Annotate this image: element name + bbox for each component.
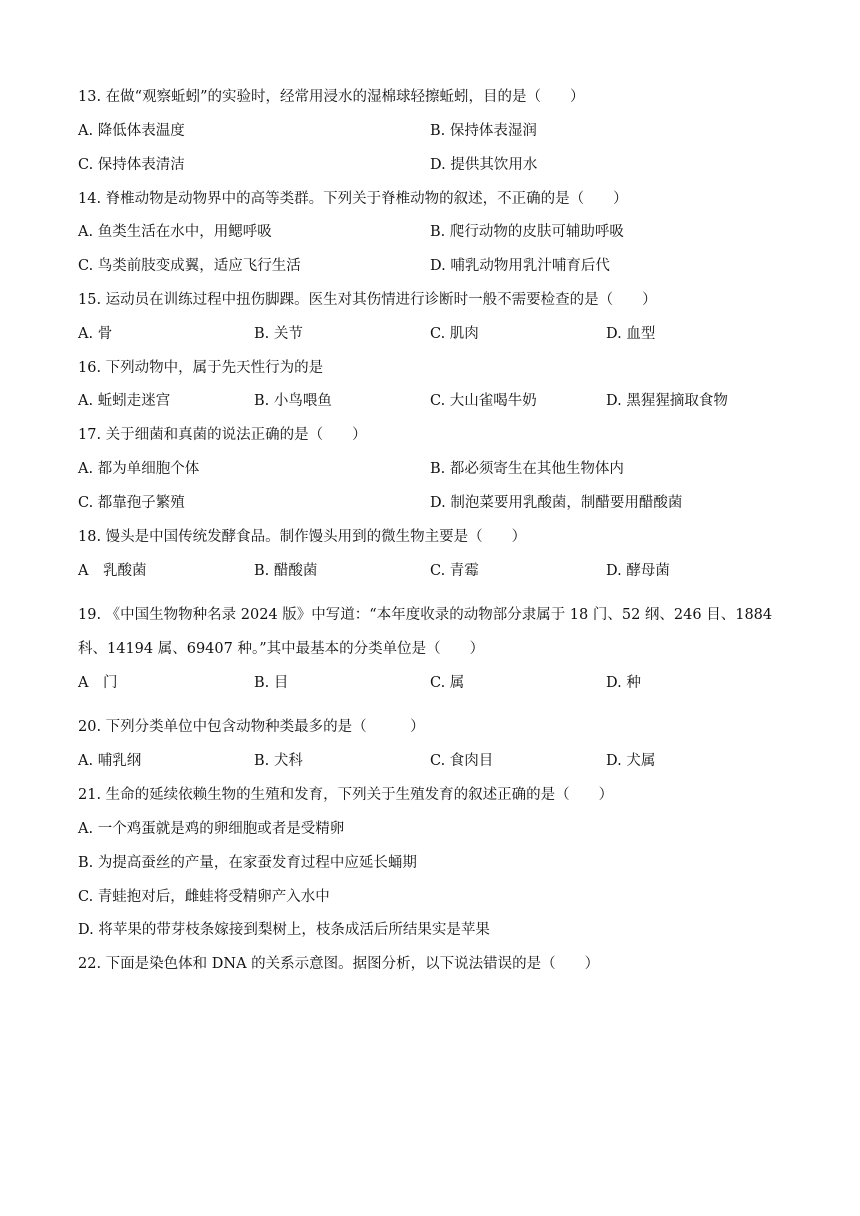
q20-option-d: D. 犬属 (606, 753, 656, 769)
q16-option-a: A. 蚯蚓走迷宫 (78, 393, 171, 409)
q13-option-d: D. 提供其饮用水 (430, 157, 538, 173)
q14-stem: 14. 脊椎动物是动物界中的高等类群。下列关于脊椎动物的叙述，不正确的是（ ） (78, 191, 628, 207)
q17-option-a: A. 都为单细胞个体 (78, 461, 200, 477)
q13-stem: 13. 在做“观察蚯蚓”的实验时，经常用浸水的湿棉球轻擦蚯蚓，目的是（ ） (78, 89, 585, 105)
q16-stem: 16. 下列动物中，属于先天性行为的是 (78, 360, 324, 376)
q21-stem: 21. 生命的延续依赖生物的生殖和发育，下列关于生殖发育的叙述正确的是（ ） (78, 787, 614, 803)
q19-stem-line1: 19. 《中国生物物种名录 2024 版》中写道：“本年度收录的动物部分隶属于 18 门、52 纲、246 目、1884 (78, 607, 773, 623)
q17-stem: 17. 关于细菌和真菌的说法正确的是（ ） (78, 427, 367, 443)
q18-option-b: B. 醋酸菌 (254, 563, 318, 579)
q21-option-b: B. 为提高蚕丝的产量，在家蚕发育过程中应延长蛹期 (78, 855, 417, 871)
q22-stem: 22. 下面是染色体和 DNA 的关系示意图。据图分析，以下说法错误的是（ ） (78, 956, 600, 972)
q16-option-d: D. 黑猩猩摘取食物 (606, 393, 728, 409)
q18-option-d: D. 酵母菌 (606, 563, 670, 579)
q17-option-b: B. 都必须寄生在其他生物体内 (430, 461, 624, 477)
q19-stem-line2: 科、14194 属、69407 种。”其中最基本的分类单位是（ ） (78, 641, 485, 657)
q13-option-b: B. 保持体表湿润 (430, 123, 537, 139)
q20-option-b: B. 犬科 (254, 753, 303, 769)
q14-option-d: D. 哺乳动物用乳汁哺育后代 (430, 258, 610, 274)
q13-option-a: A. 降低体表温度 (78, 123, 185, 139)
q19-option-c: C. 属 (430, 675, 465, 691)
q21-option-c: C. 青蛙抱对后，雌蛙将受精卵产入水中 (78, 889, 330, 905)
q15-option-d: D. 血型 (606, 326, 656, 342)
q14-option-a: A. 鱼类生活在水中，用鳃呼吸 (78, 224, 272, 240)
q17-option-c: C. 都靠孢子繁殖 (78, 495, 185, 511)
q15-option-b: B. 关节 (254, 326, 303, 342)
q20-option-a: A. 哺乳纲 (78, 753, 142, 769)
q21-option-a: A. 一个鸡蛋就是鸡的卵细胞或者是受精卵 (78, 821, 345, 837)
q13-option-c: C. 保持体表清洁 (78, 157, 185, 173)
q16-option-b: B. 小鸟喂鱼 (254, 393, 332, 409)
q19-option-d: D. 种 (606, 675, 641, 691)
q15-option-c: C. 肌肉 (430, 326, 479, 342)
q19-option-a: A 门 (78, 675, 118, 691)
q18-option-c: C. 青霉 (430, 563, 479, 579)
q15-option-a: A. 骨 (78, 326, 113, 342)
q14-option-c: C. 鸟类前肢变成翼，适应飞行生活 (78, 258, 301, 274)
q21-option-d: D. 将苹果的带芽枝条嫁接到梨树上，枝条成活后所结果实是苹果 (78, 922, 490, 938)
q14-option-b: B. 爬行动物的皮肤可辅助呼吸 (430, 224, 624, 240)
q20-stem: 20. 下列分类单位中包含动物种类最多的是（ ） (78, 719, 425, 735)
q18-stem: 18. 馒头是中国传统发酵食品。制作馒头用到的微生物主要是（ ） (78, 529, 527, 545)
q18-option-a: A 乳酸菌 (78, 563, 147, 579)
q16-option-c: C. 大山雀喝牛奶 (430, 393, 537, 409)
q15-stem: 15. 运动员在训练过程中扭伤脚踝。医生对其伤情进行诊断时一般不需要检查的是（ ） (78, 292, 657, 308)
q19-option-b: B. 目 (254, 675, 289, 691)
q17-option-d: D. 制泡菜要用乳酸菌，制醋要用醋酸菌 (430, 495, 683, 511)
q20-option-c: C. 食肉目 (430, 753, 494, 769)
